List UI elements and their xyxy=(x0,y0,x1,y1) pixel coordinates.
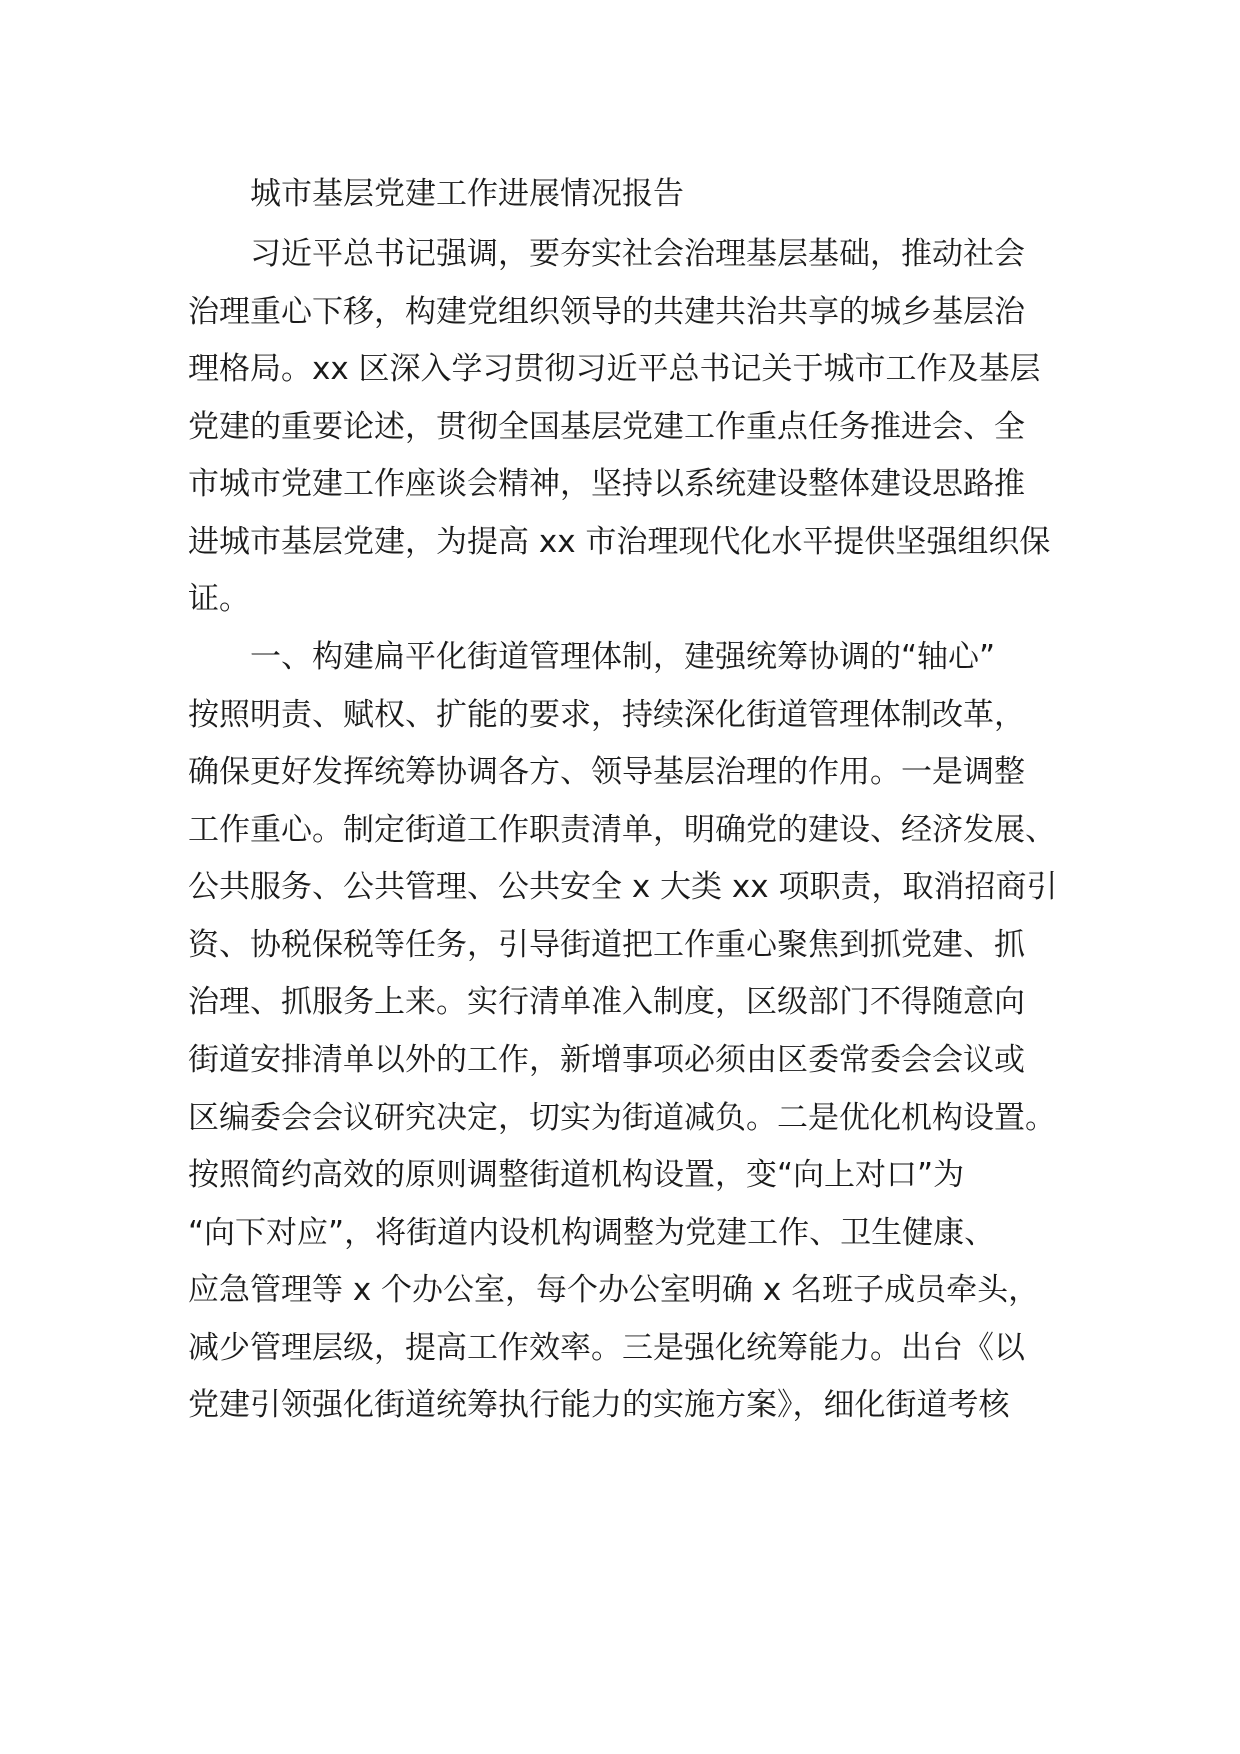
paragraph-line: 市城市党建工作座谈会精神，坚持以系统建设整体建设思路推 xyxy=(188,466,1025,502)
paragraph-line: 公共服务、公共管理、公共安全 x 大类 xx 项职责，取消招商引 xyxy=(188,869,1058,905)
paragraph-line: 进城市基层党建，为提高 xx 市治理现代化水平提供坚强组织保 xyxy=(188,524,1051,560)
paragraph-line: 党建引领强化街道统筹执行能力的实施方案》，细化街道考核 xyxy=(188,1387,1010,1423)
paragraph-line: 工作重心。制定街道工作职责清单，明确党的建设、经济发展、 xyxy=(188,812,1056,848)
paragraph-line: 街道安排清单以外的工作，新增事项必须由区委常委会会议或 xyxy=(188,1042,1025,1078)
paragraph-line: 按照简约高效的原则调整街道机构设置，变“向上对口”为 xyxy=(188,1157,965,1193)
paragraph-line: 党建的重要论述，贯彻全国基层党建工作重点任务推进会、全 xyxy=(188,409,1025,445)
paragraph-line: 按照明责、赋权、扩能的要求，持续深化街道管理体制改革， xyxy=(188,697,1025,733)
paragraph-line: 治理重心下移，构建党组织领导的共建共治共享的城乡基层治 xyxy=(188,294,1025,330)
paragraph-line: 资、协税保税等任务，引导街道把工作重心聚焦到抓党建、抓 xyxy=(188,927,1025,963)
paragraph-line: 区编委会会议研究决定，切实为街道减负。二是优化机构设置。 xyxy=(188,1100,1056,1136)
paragraph-line: 证。 xyxy=(188,581,250,617)
paragraph-line: 理格局。xx 区深入学习贯彻习近平总书记关于城市工作及基层 xyxy=(188,351,1041,387)
paragraph-line: 确保更好发挥统筹协调各方、领导基层治理的作用。一是调整 xyxy=(188,754,1025,790)
paragraph-line: “向下对应”，将街道内设机构调整为党建工作、卫生健康、 xyxy=(188,1215,996,1251)
paragraph-line: 习近平总书记强调，要夯实社会治理基层基础，推动社会 xyxy=(250,236,1025,272)
section-heading: 一、构建扁平化街道管理体制，建强统筹协调的“轴心” xyxy=(250,639,996,675)
document-title: 城市基层党建工作进展情况报告 xyxy=(250,176,684,212)
paragraph-line: 应急管理等 x 个办公室，每个办公室明确 x 名班子成员牵头， xyxy=(188,1272,1040,1308)
paragraph-line: 减少管理层级，提高工作效率。三是强化统筹能力。出台《以 xyxy=(188,1330,1025,1366)
paragraph-line: 治理、抓服务上来。实行清单准入制度，区级部门不得随意向 xyxy=(188,984,1025,1020)
